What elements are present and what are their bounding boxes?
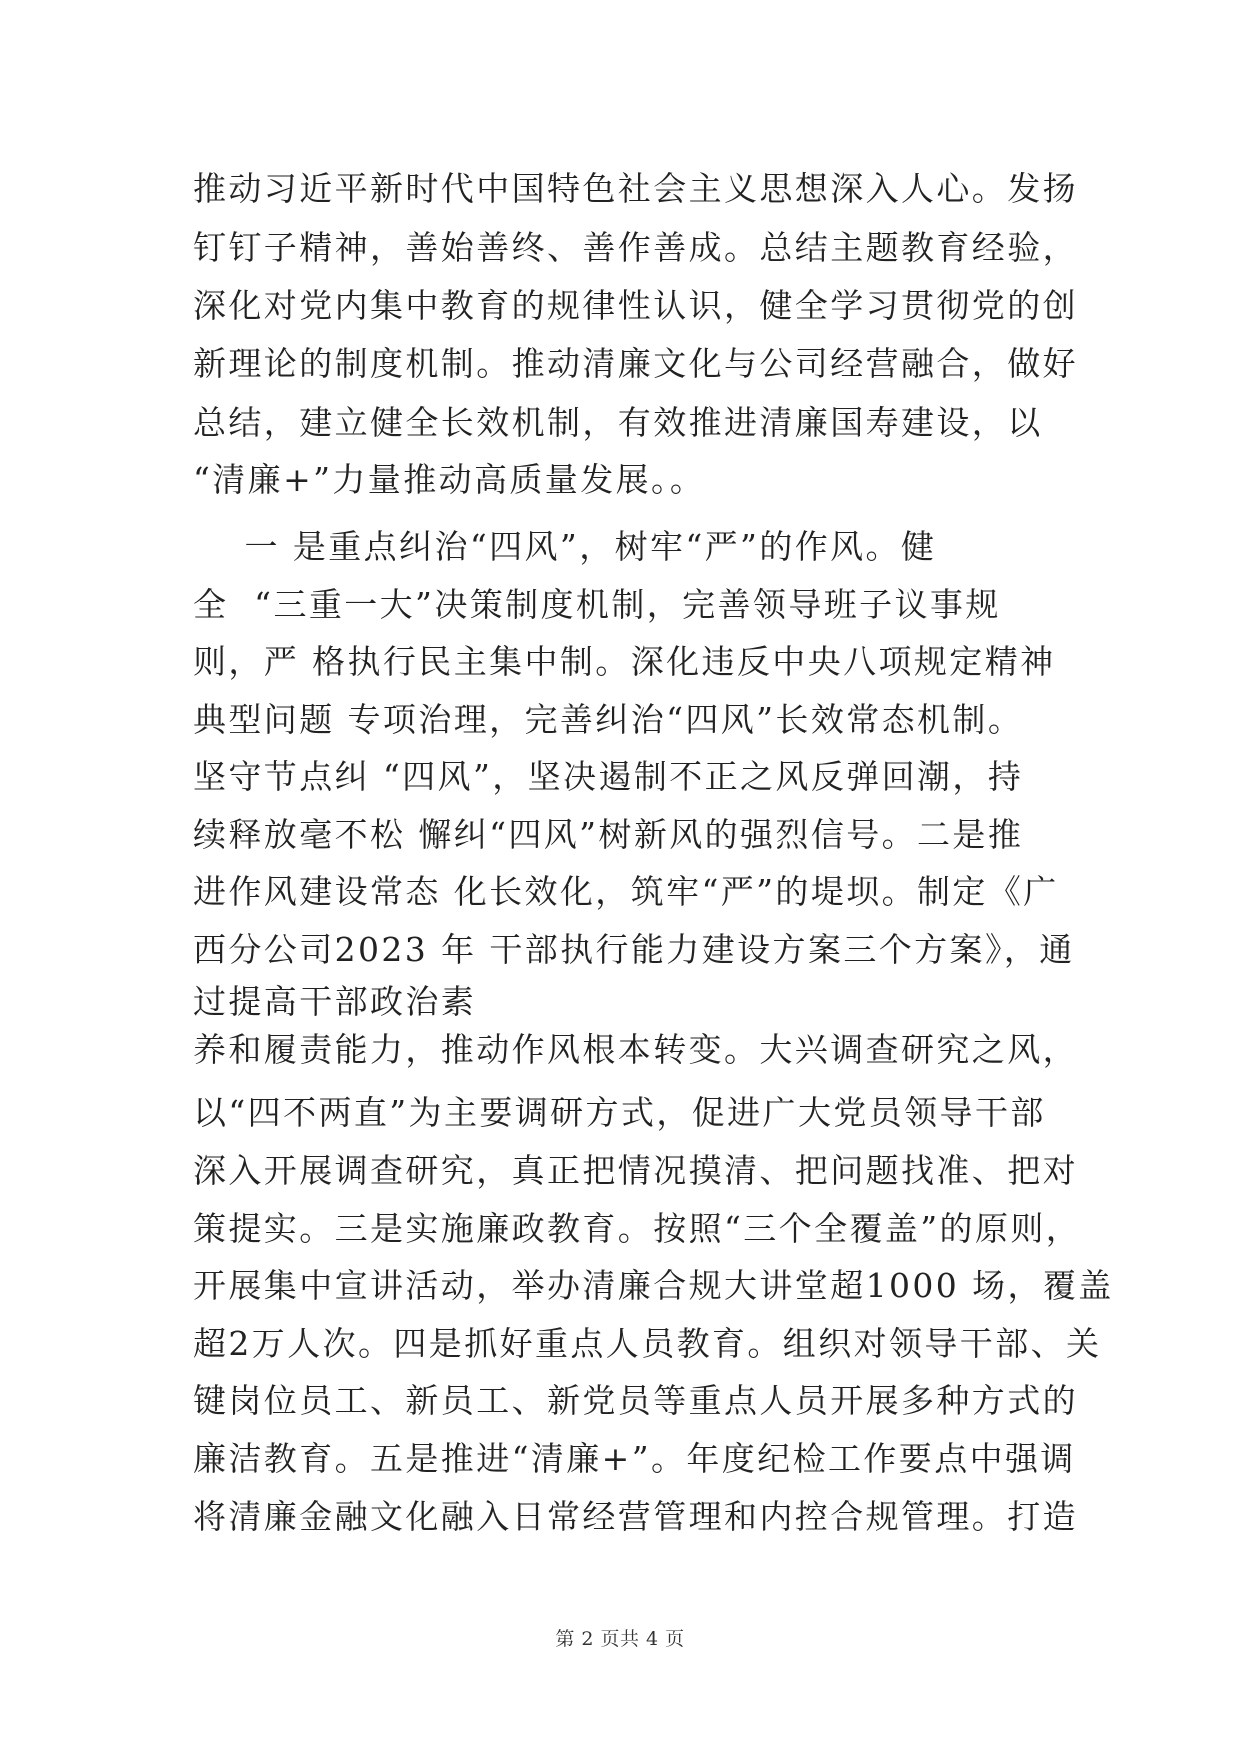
- paragraph-2-line-5: 坚守节点纠 “四风”，坚决遏制不正之风反弹回潮，持: [193, 757, 1024, 796]
- paragraph-2-line-1: 一 是重点纠治“四风”，树牢“严”的作风。健: [193, 527, 937, 566]
- paragraph-2-line-18: 将清廉金融文化融入日常经营管理和内控合规管理。打造: [193, 1497, 1078, 1536]
- paragraph-1-line-4: 新理论的制度机制。推动清廉文化与公司经营融合，做好: [193, 344, 1078, 383]
- paragraph-2-line-16: 键岗位员工、新员工、新党员等重点人员开展多种方式的: [193, 1381, 1078, 1420]
- paragraph-2-line-11: 以“四不两直”为主要调研方式，促进广大党员领导干部: [193, 1093, 1046, 1132]
- paragraph-1-line-5: 总结，建立健全长效机制，有效推进清廉国寿建设，以: [193, 403, 1043, 442]
- paragraph-2-line-4: 典型问题 专项治理，完善纠治“四风”长效常态机制。: [193, 700, 1024, 739]
- paragraph-2-line-15: 超2万人次。四是抓好重点人员教育。组织对领导干部、关: [193, 1324, 1102, 1363]
- page-number-footer: 第 2 页共 4 页: [555, 1628, 685, 1650]
- paragraph-2-line-13: 策提实。三是实施廉政教育。按照“三个全覆盖”的原则，: [193, 1209, 1082, 1248]
- paragraph-2-line-10: 养和履责能力，推动作风根本转变。大兴调查研究之风，: [193, 1030, 1078, 1069]
- paragraph-1-line-3: 深化对党内集中教育的规律性认识，健全学习贯彻党的创: [193, 286, 1078, 325]
- paragraph-2-line-9: 过提高干部政治素: [193, 982, 477, 1021]
- paragraph-1-line-6: “清廉+”力量推动高质量发展。。: [193, 460, 706, 499]
- paragraph-1-line-1: 推动习近平新时代中国特色社会主义思想深入人心。发扬: [193, 169, 1078, 208]
- paragraph-2-line-6: 续释放毫不松 懈纠“四风”树新风的强烈信号。二是推: [193, 815, 1024, 854]
- paragraph-2-line-2: 全 “三重一大”决策制度机制，完善领导班子议事规: [193, 585, 1001, 624]
- paragraph-1-line-2: 钉钉子精神，善始善终、善作善成。总结主题教育经验，: [193, 228, 1078, 267]
- paragraph-2-line-3: 则，严 格执行民主集中制。深化违反中央八项规定精神: [193, 642, 1056, 681]
- paragraph-2-line-14: 开展集中宣讲活动，举办清廉合规大讲堂超1000 场，覆盖: [193, 1266, 1114, 1305]
- paragraph-2-line-7: 进作风建设常态 化长效化，筑牢“严”的堤坝。制定《广: [193, 872, 1059, 911]
- paragraph-2-line-17: 廉洁教育。五是推进“清廉+”。年度纪检工作要点中强调: [193, 1439, 1076, 1478]
- paragraph-2-line-8: 西分公司2023 年 干部执行能力建设方案三个方案》，通: [193, 930, 1075, 969]
- paragraph-2-line-12: 深入开展调查研究，真正把情况摸清、把问题找准、把对: [193, 1151, 1078, 1190]
